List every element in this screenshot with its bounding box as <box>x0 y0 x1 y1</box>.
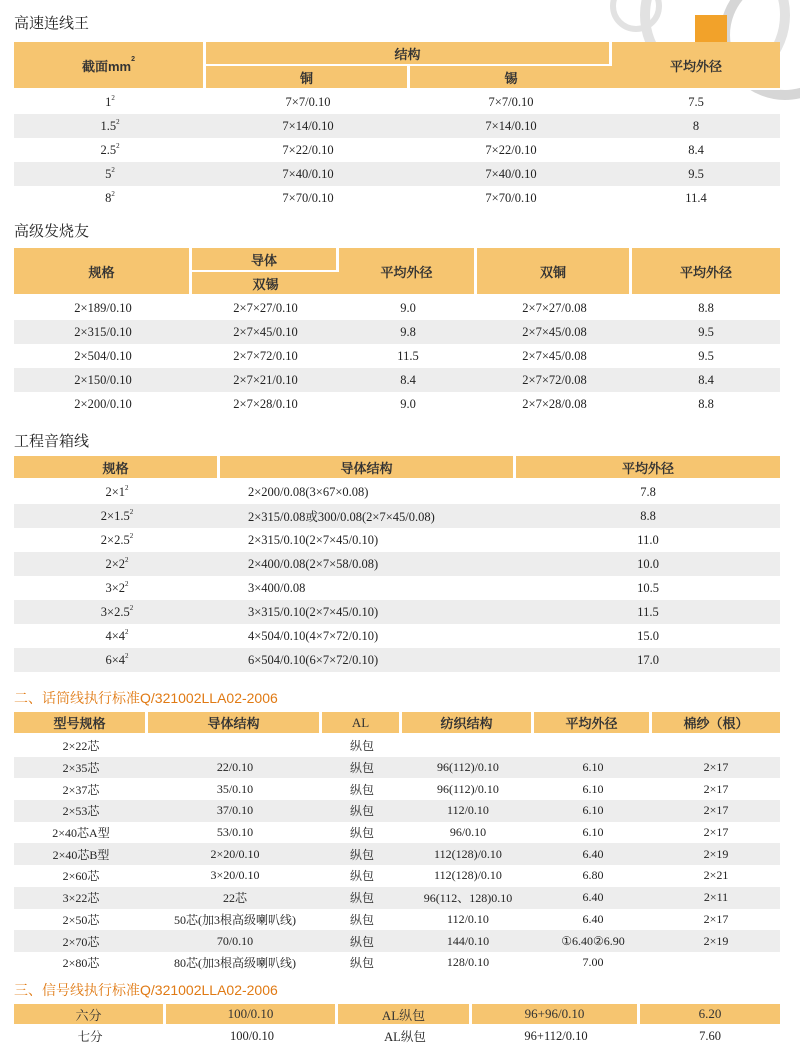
cell-model: 2×40芯B型 <box>14 843 148 865</box>
cell-diameter: 6.10 <box>534 800 652 822</box>
table-row <box>14 162 780 186</box>
cell-model: 2×22芯 <box>62 739 100 754</box>
table-row <box>14 296 780 320</box>
signal-six-al: AL纵包 <box>338 1004 472 1026</box>
header-copper: 铜 <box>206 66 410 90</box>
table-row <box>14 320 780 344</box>
cell-conductor-structure: 2×400/0.08(2×7×58/0.08) <box>220 552 516 576</box>
cell-cotton: 2×11 <box>652 887 780 909</box>
cell-section: $1.5^2$ <box>14 114 206 138</box>
cell-diameter: 6.10 <box>534 757 652 779</box>
cell-double-tin: 2×7×27/0.10 <box>233 300 298 315</box>
cell-al: AL纵包 <box>338 1026 472 1046</box>
table-row <box>14 865 780 887</box>
table-row <box>14 648 780 672</box>
cell-weave: 112(128)/0.10 <box>402 843 534 865</box>
cell-cotton: 2×21 <box>703 868 729 883</box>
table-row <box>14 344 780 368</box>
cell-diameter-2: 9.5 <box>632 320 780 344</box>
table-row <box>14 778 780 800</box>
table-row <box>14 843 780 865</box>
table-row <box>14 504 780 528</box>
header-diameter: 平均外径 <box>516 456 780 480</box>
cell-section: $5^2$ <box>14 162 206 186</box>
cell-cotton: 2×17 <box>652 800 780 822</box>
cell-spec: 2×504/0.10 <box>74 348 132 363</box>
header-diameter-2: 平均外径 <box>632 248 780 296</box>
header-diameter: 平均外径 <box>612 42 780 90</box>
table-row <box>14 138 780 162</box>
table-row <box>14 909 780 931</box>
header-conductor-structure: 导体结构 <box>148 712 322 735</box>
cell-diameter-1: 9.0 <box>400 396 416 411</box>
table-row <box>14 90 780 114</box>
cell-diameter: 8.8 <box>516 504 780 528</box>
cell-weave: 128/0.10 <box>446 955 490 970</box>
high-speed-cable-table <box>14 42 780 210</box>
cell-cotton: 2×19 <box>652 843 780 865</box>
cell-spec: 2×150/0.10 <box>14 368 192 392</box>
header-structure: 结构 <box>206 42 612 66</box>
cell-model: 2×70芯 <box>14 930 148 952</box>
cell-tin: 7×7/0.10 <box>488 94 534 109</box>
section-title-microphone: 二、话筒线执行标准Q/321002LLA02-2006 <box>14 690 278 706</box>
signal-row-six: 六分 <box>14 1004 166 1026</box>
cell-conductor-structure: 2×315/0.10(2×7×45/0.10) <box>248 532 379 547</box>
cell-conductor-structure: 3×315/0.10(2×7×45/0.10) <box>220 600 516 624</box>
cell-diameter-2: 8.8 <box>698 300 714 315</box>
cell-al: 纵包 <box>349 869 374 884</box>
cell-weave: 96/0.10 <box>449 825 487 840</box>
cell-weave: 96(112、128)0.10 <box>402 887 534 909</box>
cell-spec: $2\times 2^2$ <box>14 552 220 576</box>
cell-diameter: 11.0 <box>637 532 659 547</box>
cell-cotton: 2×17 <box>703 781 729 796</box>
cell-tin: 7×40/0.10 <box>410 162 612 186</box>
cell-cotton <box>652 952 780 974</box>
cell-conductor-structure: 4×504/0.10(4×7×72/0.10) <box>248 628 379 643</box>
cell-al: 纵包 <box>349 739 374 754</box>
cell-section: $1^2$ <box>105 93 115 109</box>
cell-model: 2×40芯A型 <box>52 826 110 841</box>
cell-conductor-structure: 100/0.10 <box>166 1026 338 1046</box>
cell-al: 纵包 <box>349 912 374 927</box>
cell-double-copper: 2×7×45/0.08 <box>522 348 587 363</box>
signal-cable-table <box>14 1004 780 1046</box>
section-title-engineering-speaker: 工程音箱线 <box>14 433 90 450</box>
cell-copper: 7×40/0.10 <box>206 162 410 186</box>
header-al: AL <box>322 712 402 735</box>
cell-conductor-structure: 3×400/0.08 <box>248 580 306 595</box>
cell-weave: 112(128)/0.10 <box>434 868 502 883</box>
cell-conductor-structure: 37/0.10 <box>148 800 322 822</box>
cell-conductor-structure: 50芯(加3根高级喇叭线) <box>174 912 296 927</box>
table-row <box>14 822 780 844</box>
cell-model: 2×35芯 <box>14 757 148 779</box>
signal-six-structure: 100/0.10 <box>166 1004 338 1026</box>
cell-model: 3×22芯 <box>14 887 148 909</box>
table-row <box>14 1026 780 1046</box>
cell-spec: 2×200/0.10 <box>74 396 132 411</box>
cell-model: 2×37芯 <box>62 782 100 797</box>
cell-conductor-structure: 35/0.10 <box>216 781 254 796</box>
cell-spec: $3\times 2^2$ <box>105 579 129 595</box>
cell-diameter: 15.0 <box>637 628 659 643</box>
cell-conductor-structure: 2×20/0.10 <box>148 843 322 865</box>
cell-conductor-structure: 22芯 <box>148 887 322 909</box>
cell-spec: $4\times 4^2$ <box>105 627 129 643</box>
audiophile-cable-table <box>14 248 780 416</box>
cell-diameter: 7.60 <box>640 1026 780 1046</box>
cell-copper: 7×7/0.10 <box>285 94 331 109</box>
cell-cotton <box>652 735 780 757</box>
cell-al: 纵包 <box>322 930 402 952</box>
cell-al: 纵包 <box>322 757 402 779</box>
cell-cotton: 2×17 <box>703 825 729 840</box>
cell-double-tin: 2×7×45/0.10 <box>192 320 339 344</box>
cell-weave: 112/0.10 <box>402 800 534 822</box>
table-row <box>14 392 780 416</box>
cell-diameter: ①6.40②6.90 <box>534 930 652 952</box>
cell-tin: 7×14/0.10 <box>410 114 612 138</box>
cell-copper: 7×22/0.10 <box>282 142 334 157</box>
table-row <box>14 800 780 822</box>
cell-conductor-structure: 2×200/0.08(3×67×0.08) <box>248 484 369 499</box>
cell-diameter: 7.5 <box>688 94 704 109</box>
table-row <box>14 624 780 648</box>
cell-diameter: 6.10 <box>582 781 604 796</box>
header-spec: 规格 <box>14 456 220 480</box>
cell-double-copper: 2×7×28/0.08 <box>522 396 587 411</box>
cell-section: $8^2$ <box>105 189 115 205</box>
cell-al: 纵包 <box>349 956 374 971</box>
table-row <box>14 735 780 757</box>
section-title-high-speed: 高速连线王 <box>14 15 90 32</box>
cell-double-tin: 2×7×21/0.10 <box>192 368 339 392</box>
microphone-cable-table <box>14 712 780 974</box>
header-double-tin: 双锡 <box>192 272 339 296</box>
cell-diameter: 6.10 <box>582 825 604 840</box>
cell-al: 纵包 <box>322 843 402 865</box>
cell-conductor-structure: 53/0.10 <box>216 825 254 840</box>
cell-copper: 7×14/0.10 <box>206 114 410 138</box>
header-model: 型号规格 <box>14 712 148 735</box>
cell-double-tin: 2×7×72/0.10 <box>233 348 298 363</box>
cell-diameter: 7.8 <box>640 484 656 499</box>
cell-diameter: 7.00 <box>582 955 604 970</box>
cell-conductor-structure: 80芯(加3根高级喇叭线) <box>174 956 296 971</box>
cell-weave: 144/0.10 <box>402 930 534 952</box>
section-title-audiophile: 高级发烧友 <box>14 223 90 240</box>
header-weave: 纺织结构 <box>402 712 534 735</box>
cell-al: 纵包 <box>349 826 374 841</box>
header-conductor: 导体 <box>192 248 339 272</box>
section-title-signal: 三、信号线执行标准Q/321002LLA02-2006 <box>14 982 278 998</box>
cell-cotton: 2×17 <box>652 757 780 779</box>
cell-al: 纵包 <box>322 800 402 822</box>
cell-double-tin: 2×7×28/0.10 <box>233 396 298 411</box>
cell-model: 2×50芯 <box>62 912 100 927</box>
table-row <box>14 600 780 624</box>
cell-spec: $6\times 4^2$ <box>14 648 220 672</box>
cell-spec: 2×189/0.10 <box>74 300 132 315</box>
cell-diameter-1: 9.0 <box>400 300 416 315</box>
cell-conductor-structure: 3×20/0.10 <box>210 868 260 883</box>
cell-diameter-1: 11.5 <box>397 348 419 363</box>
cell-spec: $2\times 1^2$ <box>105 483 129 499</box>
cell-weave: 96(112)/0.10 <box>402 757 534 779</box>
header-diameter-1: 平均外径 <box>339 248 477 296</box>
cell-cotton: 2×17 <box>703 911 729 926</box>
cell-diameter: 6.40 <box>534 887 652 909</box>
table-row <box>14 952 780 974</box>
cell-weave: 96(112)/0.10 <box>437 781 499 796</box>
cell-cotton: 2×19 <box>652 930 780 952</box>
cell-diameter: 9.5 <box>612 162 780 186</box>
cell-diameter: 6.40 <box>582 911 604 926</box>
signal-six-diameter: 6.20 <box>640 1004 780 1026</box>
table-row <box>14 186 780 210</box>
cell-diameter: 10.5 <box>637 580 659 595</box>
table-row <box>14 480 780 504</box>
table-row <box>14 528 780 552</box>
cell-conductor-structure: 22/0.10 <box>148 757 322 779</box>
header-cotton: 棉纱（根） <box>652 712 780 735</box>
engineering-speaker-table <box>14 456 780 672</box>
cell-tin: 7×70/0.10 <box>485 190 537 205</box>
cell-weave <box>402 735 534 757</box>
cell-diameter-2: 8.8 <box>698 396 714 411</box>
cell-model: 七分 <box>14 1026 166 1046</box>
cell-spec: 2×315/0.10 <box>14 320 192 344</box>
signal-six-weave: 96+96/0.10 <box>472 1004 640 1026</box>
table-row <box>14 552 780 576</box>
cell-model: 2×80芯 <box>62 956 100 971</box>
cell-weave: 96+112/0.10 <box>472 1026 640 1046</box>
cell-diameter: 8 <box>612 114 780 138</box>
cell-double-copper: 2×7×27/0.08 <box>522 300 587 315</box>
cell-conductor-structure: 70/0.10 <box>148 930 322 952</box>
cell-diameter: 8.4 <box>688 142 704 157</box>
cell-spec: $3\times 2.5^2$ <box>14 600 220 624</box>
cell-double-copper: 2×7×45/0.08 <box>477 320 632 344</box>
cell-model: 2×60芯 <box>62 869 100 884</box>
table-row <box>14 930 780 952</box>
cell-copper: 7×70/0.10 <box>282 190 334 205</box>
cell-weave: 112/0.10 <box>447 911 489 926</box>
table-row <box>14 757 780 779</box>
cell-diameter: 11.4 <box>685 190 707 205</box>
cell-conductor-structure <box>148 735 322 757</box>
cell-diameter: 10.0 <box>516 552 780 576</box>
table-row <box>14 368 780 392</box>
cell-al: 纵包 <box>349 782 374 797</box>
header-diameter: 平均外径 <box>534 712 652 735</box>
cell-spec: $2\times 1.5^2$ <box>14 504 220 528</box>
cell-section: $2.5^2$ <box>100 141 120 157</box>
cell-diameter <box>534 735 652 757</box>
header-double-copper: 双铜 <box>477 248 632 296</box>
header-spec: 规格 <box>14 248 192 296</box>
cell-diameter-1: 8.4 <box>339 368 477 392</box>
cell-spec: $2\times 2.5^2$ <box>100 531 134 547</box>
cell-tin: 7×22/0.10 <box>485 142 537 157</box>
cell-diameter: 17.0 <box>516 648 780 672</box>
cell-diameter: 6.80 <box>582 868 604 883</box>
table-row <box>14 114 780 138</box>
cell-al: 纵包 <box>322 887 402 909</box>
cell-diameter: 6.40 <box>534 843 652 865</box>
cell-conductor-structure: 2×315/0.08或300/0.08(2×7×45/0.08) <box>220 504 516 528</box>
header-section: 截面$mm^2$ <box>14 42 206 90</box>
header-conductor-structure: 导体结构 <box>220 456 516 480</box>
header-tin: 锡 <box>410 66 612 90</box>
cell-diameter: 11.5 <box>516 600 780 624</box>
cell-conductor-structure: 6×504/0.10(6×7×72/0.10) <box>220 648 516 672</box>
cell-diameter-2: 8.4 <box>632 368 780 392</box>
cell-model: 2×53芯 <box>14 800 148 822</box>
table-row <box>14 887 780 909</box>
cell-diameter-1: 9.8 <box>339 320 477 344</box>
cell-double-copper: 2×7×72/0.08 <box>477 368 632 392</box>
table-row <box>14 576 780 600</box>
cell-diameter-2: 9.5 <box>698 348 714 363</box>
